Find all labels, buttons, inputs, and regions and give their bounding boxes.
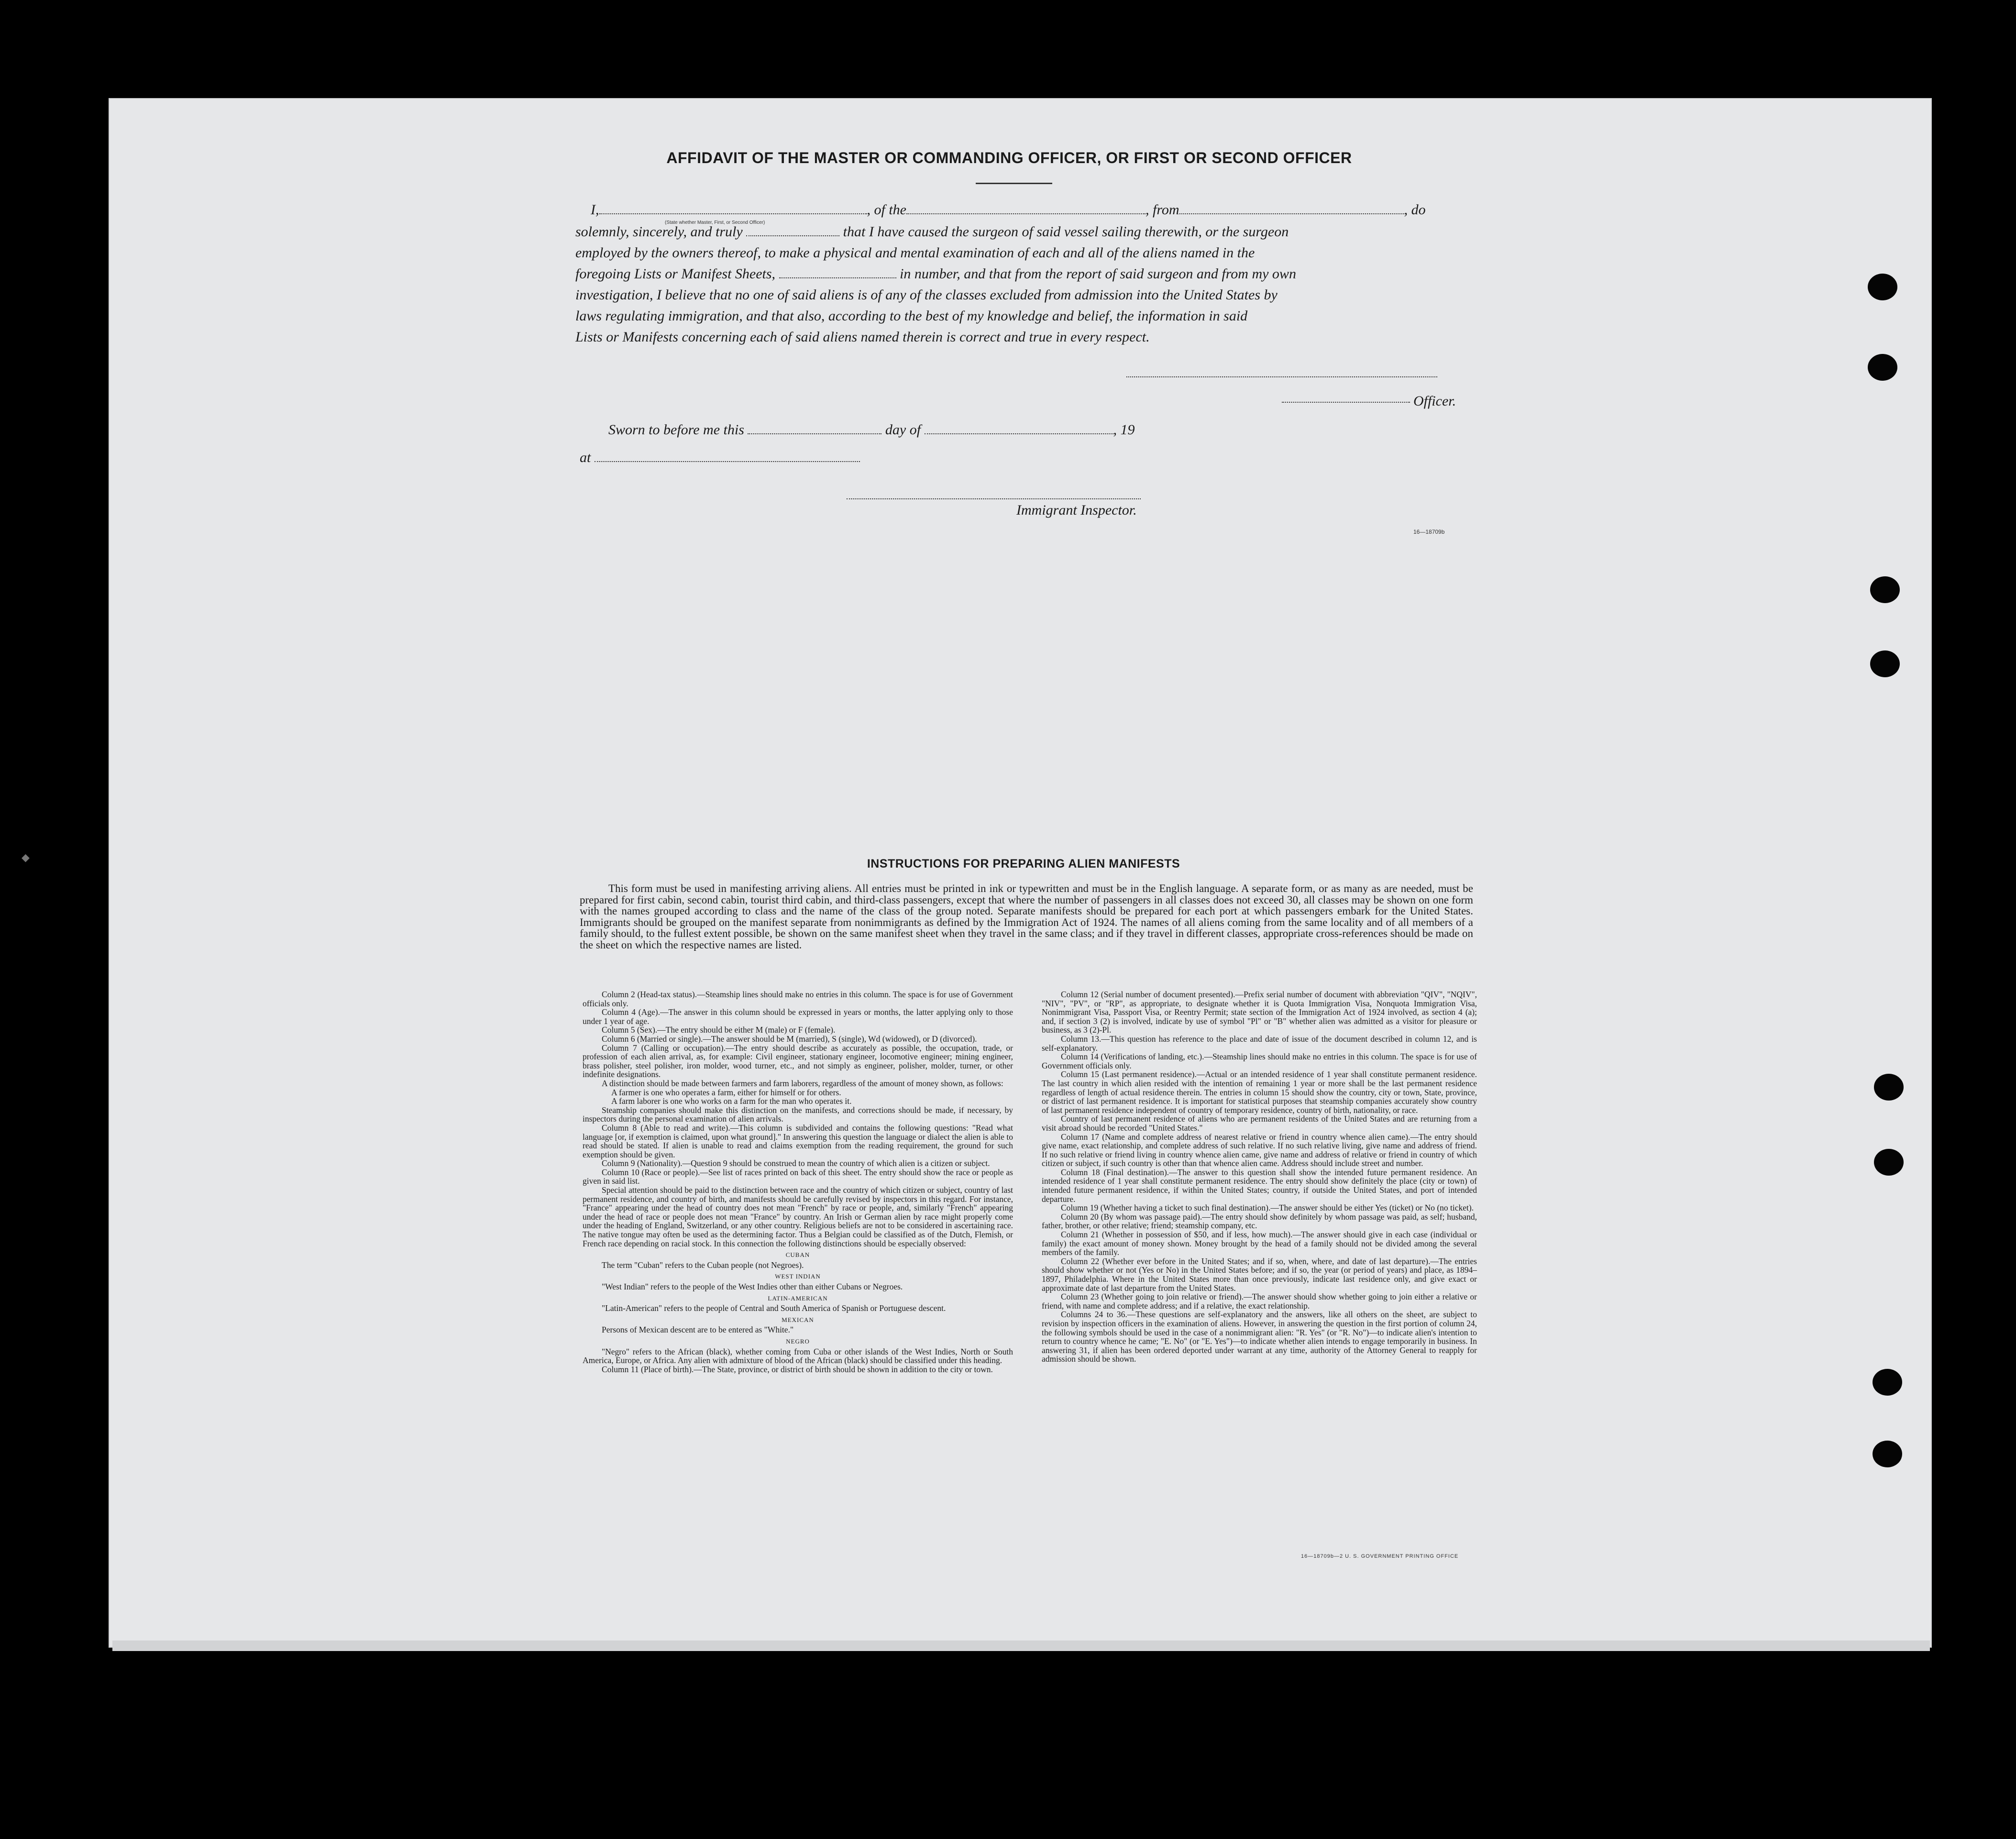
punch-hole bbox=[1870, 650, 1900, 677]
instruction-para: Column 17 (Name and complete address of nearest relative or friend in country whence alien came).—The entry should give name, exact relationship, and complete address of such relative. If no such relative living, give name and address of friend. If no such relative or friend living in country whence alien came, give name and address of relative or friend in country of which citizen or subject, if such country is other than that whence alien came. Address should include street and number. bbox=[1042, 1132, 1477, 1168]
officer-signature-line bbox=[1126, 375, 1437, 377]
instruction-para: Column 10 (Race or people).—See list of races printed on back of this sheet. The entry should show the race or people as given in said list. bbox=[583, 1167, 1013, 1186]
affidavit-line-6: laws regulating immigration, and that also, according to the best of my knowledge and belief, the information in said bbox=[575, 308, 1248, 324]
officer-label: Officer. bbox=[1413, 393, 1456, 409]
punch-hole bbox=[1870, 576, 1900, 603]
punch-hole bbox=[1868, 354, 1897, 381]
affidavit-line-7: Lists or Manifests concerning each of said aliens named therein is correct and true in every respect. bbox=[575, 329, 1150, 345]
race-definition: The term "Cuban" refers to the Cuban people (not Negroes). bbox=[602, 1260, 804, 1270]
text-in-number: in number, and that from the report of said surgeon and from my own bbox=[900, 266, 1296, 282]
race-heading: CUBAN bbox=[785, 1251, 810, 1259]
affidavit-line-4 bbox=[575, 266, 1296, 282]
instruction-para: Country of last permanent residence of aliens who are permanent residents of the United States and are returning from a visit abroad should be recorded "United States." bbox=[1042, 1114, 1477, 1133]
race-heading: LATIN-AMERICAN bbox=[768, 1294, 828, 1302]
sworn-line bbox=[608, 422, 1135, 438]
text-of-the: , of the bbox=[867, 202, 906, 218]
race-definition: "Negro" refers to the African (black), whether coming from Cuba or other islands of the West Indies, North or South America, Europe, or Africa. Any alien with admixture of blood of the African (black) should be classified under this heading. bbox=[583, 1346, 1013, 1365]
text-sworn: Sworn to before me this bbox=[608, 422, 744, 438]
instruction-para: Column 15 (Last permanent residence).—Actual or an intended residence of 1 year shall constitute permanent residence. The last country in which alien resided with the intention of remaining 1 year or more shall be the last permanent residence regardless of length of actual residence therein. The entries in column 15 should show the country, city or town, State, province, or district of last permanent residence. It is important for statistical purposes that steamship companies accurately show country of last permanent residence independent of country of temporary residence, country of birth, nationality, or race. bbox=[1042, 1069, 1477, 1115]
text-do: , do bbox=[1404, 202, 1426, 218]
race-heading: MEXICAN bbox=[782, 1316, 814, 1323]
inspector-label: Immigrant Inspector. bbox=[1016, 502, 1137, 518]
text-at: at bbox=[580, 450, 591, 465]
officer-name-blank bbox=[599, 207, 867, 214]
instruction-para: Column 20 (By whom was passage paid).—The entry should show definitely by whom passage was paid, as self; husband, father, brother, or other relative; friend; steamship company, etc. bbox=[1042, 1211, 1477, 1231]
instruction-para: Column 6 (Married or single).—The answer should be M (married), S (single), Wd (widowed), or D (divorced). bbox=[602, 1034, 977, 1044]
instructions-left-column bbox=[583, 990, 1013, 1374]
instructions-intro: This form must be used in manifesting arriving aliens. All entries must be printed in ink or typewritten and must be in the English language. A separate form, or as many as are needed, must be prepared for first cabin, second cabin, tourist third cabin, and third-class passengers, except that where the number of passengers in all classes does not exceed 30, all classes may be shown on one form with the names grouped according to class and the name of the class of the group noted. Separate manifests should be prepared for each port at which passengers embark for the United States. Immigrants should be grouped on the manifest separate from nonimmigrants as defined by the Immigration Act of 1924. The names of all aliens coming from the same locality and of all members of a family should, to the fullest extent possible, be shown on the same manifest sheet when they travel in the same class; and if they travel in different classes, appropriate cross-references should be made on the sheet on which the respective names are listed. bbox=[580, 882, 1473, 951]
instructions-title: INSTRUCTIONS FOR PREPARING ALIEN MANIFESTS bbox=[867, 857, 1180, 870]
sheet-count-blank bbox=[779, 271, 896, 278]
instruction-para: Column 8 (Able to read and write).—This column is subdivided and contains the following questions: "Read what language [or, if exemption is claimed, upon what ground]." In answering this question the language or dialect the alien is able to read should be stated. If alien is unable to read and claims exemption from the reading requirement, the ground for such exemption should be given. bbox=[583, 1123, 1013, 1159]
instruction-para: Column 5 (Sex).—The entry should be either M (male) or F (female). bbox=[602, 1025, 836, 1035]
affidavit-line-5: investigation, I believe that no one of said aliens is of any of the classes excluded from admission into the United States by bbox=[575, 287, 1278, 303]
form-number: 16—18709b bbox=[1413, 529, 1445, 535]
officer-rank-note: (State whether Master, First, or Second Officer) bbox=[665, 220, 765, 225]
race-definition: "Latin-American" refers to the people of Central and South America of Spanish or Portuguese descent. bbox=[602, 1303, 946, 1313]
punch-hole bbox=[1873, 1441, 1902, 1467]
instruction-para: Special attention should be paid to the distinction between race and the country of which citizen or subject, country of last permanent residence, and country of birth, and manifests should be carefully revised by inspectors in this regard. For instance, "France" appearing under the head of country does not mean "French" by race or people, and, similarly "French" appearing under the head of race or people does not mean "France" by country. An Irish or German alien by race might properly come under the heading of England, Switzerland, or any other country. Religious beliefs are not to be considered in ascertaining race. The native tongue may often be used as the determining factor. Thus a Belgian could be classified as of the Dutch, Flemish, or French race depending on racial stock. In this connection the following distinctions should be especially observed: bbox=[583, 1185, 1013, 1248]
text-i: I, bbox=[591, 202, 599, 218]
instruction-para: Column 14 (Verifications of landing, etc.).—Steamship lines should make no entries in this column. The space is for use of Government officials only. bbox=[1042, 1052, 1477, 1070]
instruction-para: Columns 24 to 36.—These questions are self-explanatory and the answers, like all others on the sheet, are subject to revision by inspection officers in the examination of aliens. However, in answering the question in the first portion of column 24, the following symbols should be used in the case of a nonimmigrant alien: "R. Yes" (or "R. No")—to indicate alien's intention to return to country whence he came; "E. No" (or "E. Yes")—to indicate whether alien intends to engage temporarily in business. In answering 31, if alien has been ordered deported under warrant at any time, authority of the Attorney General to reapply for admission should be shown. bbox=[1042, 1310, 1477, 1364]
instruction-para: Column 18 (Final destination).—The answer to this question shall show the intended future permanent residence. An intended residence of 1 year shall constitute permanent residence. The entry should show definitely the place (city or town) of intended future permanent residence, if within the United States; country, if outside the United States, and port of intended departure. bbox=[1042, 1167, 1477, 1204]
instruction-para: Column 13.—This question has reference to the place and date of issue of the document described in column 12, and is self-explanatory. bbox=[1042, 1034, 1477, 1053]
race-heading: NEGRO bbox=[786, 1337, 810, 1345]
punch-hole bbox=[1873, 1369, 1902, 1396]
instruction-para: Column 19 (Whether having a ticket to such final destination).—The answer should be either Yes (ticket) or No (no ticket). bbox=[1061, 1203, 1474, 1213]
punch-hole bbox=[1868, 274, 1897, 300]
port-from-blank bbox=[1179, 207, 1404, 214]
instruction-para: A distinction should be made between farmers and farm laborers, regardless of the amount of money shown, as follows: bbox=[602, 1078, 1003, 1088]
oath-blank bbox=[746, 229, 839, 236]
instruction-para: Column 22 (Whether ever before in the United States; and if so, when, where, and date of last departure).—The entries should show whether or not (Yes or No) in the United States before; and if so, the year (or period of years) and place, as 1894–1897, Philadelphia. Where in the United States more than once previously, indicate last residence only, and give exact or approximate date of last departure from the United States. bbox=[1042, 1256, 1477, 1293]
instruction-para: A farmer is one who operates a farm, either for himself or for others. bbox=[611, 1087, 841, 1097]
text-foregoing-lists: foregoing Lists or Manifest Sheets, bbox=[575, 266, 776, 282]
place-blank bbox=[595, 454, 860, 462]
instruction-para: Steamship companies should make this distinction on the manifests, and corrections should be made, if necessary, by inspectors during the personal examination of alien arrivals. bbox=[583, 1105, 1013, 1124]
text-from: , from bbox=[1146, 202, 1179, 218]
punch-hole bbox=[1874, 1074, 1904, 1101]
punch-hole bbox=[1874, 1149, 1904, 1176]
instruction-para: Column 9 (Nationality).—Question 9 should be construed to mean the country of which alien is a citizen or subject. bbox=[602, 1158, 990, 1168]
sworn-day-blank bbox=[748, 427, 881, 434]
affidavit-line-1 bbox=[591, 202, 1426, 218]
at-line bbox=[580, 450, 860, 466]
title-rule bbox=[976, 183, 1052, 184]
text-surgeon-clause: that I have caused the surgeon of said vessel sailing therewith, or the surgeon bbox=[843, 224, 1289, 240]
affidavit-title: AFFIDAVIT OF THE MASTER OR COMMANDING OFFICER, OR FIRST OR SECOND OFFICER bbox=[666, 149, 1352, 166]
instruction-para: Column 4 (Age).—The answer in this column should be expressed in years or months, the latter applying only to those under 1 year of age. bbox=[583, 1007, 1013, 1026]
instruction-para: Column 12 (Serial number of document presented).—Prefix serial number of document with abbreviation "QIV", "NQIV", "NIV", "PV", or "RP", as appropriate, to designate whether it is Quota Immigration Visa, Nonquota Immigration Visa, Nonimmigrant Visa, Passport Visa, or Reentry Permit; state section of the Immigration Act of 1924 involved, as section 4 (a); and, if section 3 (2) is involved, indicate by use of symbol "Pl" or "B" whether alien was admitted as a visitor for pleasure or business, as 3 (2)-Pl. bbox=[1042, 990, 1477, 1035]
text-solemnly: solemnly, sincerely, and truly bbox=[575, 224, 743, 240]
paper-mark: ◆ bbox=[22, 851, 30, 863]
printing-office-imprint: 16—18709b—2 U. S. GOVERNMENT PRINTING OFFICE bbox=[1301, 1553, 1459, 1559]
officer-title-line bbox=[1282, 401, 1410, 403]
instruction-para: A farm laborer is one who works on a farm for the man who operates it. bbox=[611, 1096, 852, 1106]
instructions-right-column bbox=[1042, 990, 1477, 1364]
race-definition: "West Indian" refers to the people of the West Indies other than either Cubans or Negroes. bbox=[602, 1282, 903, 1291]
vessel-name-blank bbox=[906, 207, 1146, 214]
inspector-signature-line bbox=[847, 497, 1141, 499]
race-heading: WEST INDIAN bbox=[775, 1273, 821, 1280]
race-definition: Persons of Mexican descent are to be entered as "White." bbox=[602, 1325, 794, 1335]
sheet-bottom-edge bbox=[112, 1641, 1930, 1651]
instruction-para: Column 7 (Calling or occupation).—The entry should describe as accurately as possible, the occupation, trade, or profession of each alien arrival, as, for example: Civil engineer, stationary engineer, locomotive engineer; mining engineer, brass polisher, steel polisher, iron molder, wood turner, etc., and not simply as engineer, polisher, molder, turner, or other indefinite designations. bbox=[583, 1043, 1013, 1079]
instruction-para: Column 21 (Whether in possession of $50, and if less, how much).—The answer should give in each case (individual or family) the exact amount of money shown. Money brought by the head of a family should not be divided among the several members of the family. bbox=[1042, 1230, 1477, 1257]
sworn-month-blank bbox=[925, 427, 1113, 434]
affidavit-line-2 bbox=[575, 224, 1289, 240]
instruction-para: Column 2 (Head-tax status).—Steamship lines should make no entries in this column. The space is for use of Government officials only. bbox=[583, 990, 1013, 1008]
instruction-para: Column 23 (Whether going to join relative or friend).—The answer should show whether going to join either a relative or friend, with name and complete address; and if a relative, the exact relationship. bbox=[1042, 1292, 1477, 1310]
text-day-of: day of bbox=[885, 422, 921, 438]
text-year-19: , 19 bbox=[1113, 422, 1135, 438]
affidavit-line-3: employed by the owners thereof, to make a physical and mental examination of each and all of the aliens named in the bbox=[575, 245, 1255, 261]
instruction-para: Column 11 (Place of birth).—The State, province, or district of birth should be shown in addition to the city or town. bbox=[602, 1364, 993, 1374]
